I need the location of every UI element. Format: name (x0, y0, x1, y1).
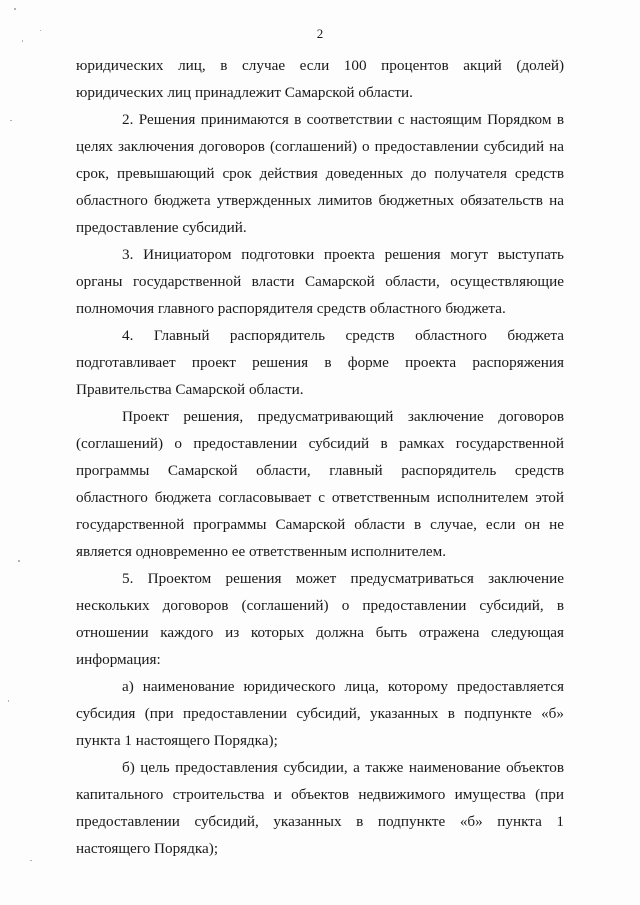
paragraph-item-4: 4. Главный распорядитель средств областного бюджета подготавливает проект решения в форме проекта распоряжения Правительства Самарской области. (76, 327, 564, 398)
paragraph-subitem-b: б) цель предоставления субсидии, а также наименование объектов капитального строительства и объектов недвижимого имущества (при предоставлении субсидий, указанных в подпункте «б» пункта 1 настоящего Порядка); (76, 759, 564, 857)
document-body (76, 52, 564, 862)
paragraph-item-3: 3. Инициатором подготовки проекта решения могут выступать органы государственной власти Самарской области, осуществляющие полномочия главного распорядителя средств областного бюджета. (76, 246, 564, 317)
paragraph-continuation: юридических лиц, в случае если 100 процентов акций (долей) юридических лиц принадлежит Самарской области. (76, 57, 564, 101)
paragraph-item-5: 5. Проектом решения может предусматриваться заключение нескольких договоров (соглашений) о предоставлении субсидий, в отношении каждого из которых должна быть отражена следующая информация: (76, 570, 564, 668)
paragraph-subitem-a: а) наименование юридического лица, которому предоставляется субсидия (при предоставлении субсидий, указанных в подпункте «б» пункта 1 настоящего Порядка); (76, 678, 564, 749)
paragraph-item-4-cont: Проект решения, предусматривающий заключение договоров (соглашений) о предоставлении субсидий в рамках государственной программы Самарской области, главный распорядитель средств областного бюджета согласовывает с ответственным исполнителем этой государственной программы Самарской области в случае, если он не является одновременно ее ответственным исполнителем. (76, 408, 564, 560)
page-number: 2 (316, 26, 324, 41)
paragraph-item-2: 2. Решения принимаются в соответствии с настоящим Порядком в целях заключения договоров (соглашений) о предоставлении субсидий на срок, превышающий срок действия доведенных до получателя средств областного бюджета утвержденных лимитов бюджетных обязательств на предоставление субсидий. (76, 111, 564, 236)
